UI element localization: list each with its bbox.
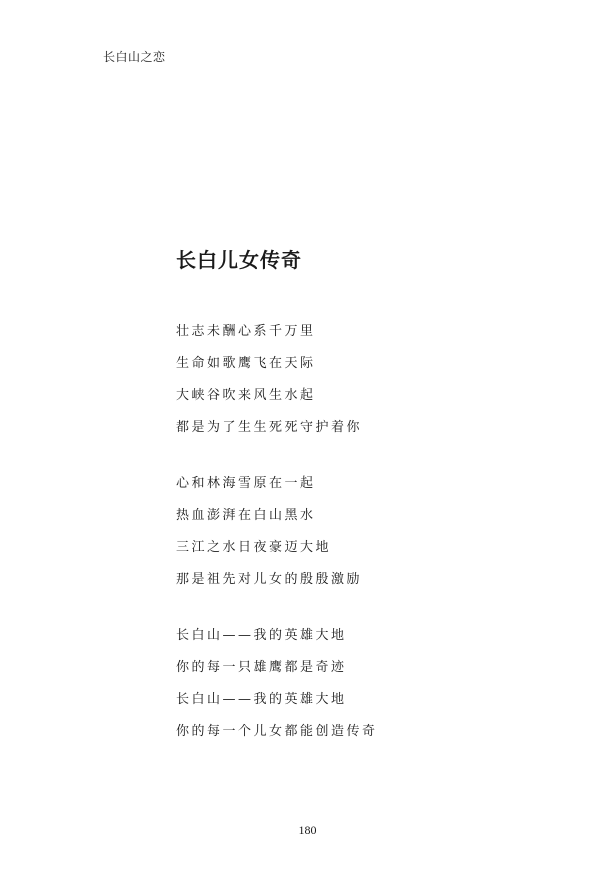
- poem-title: 长白儿女传奇: [176, 248, 302, 272]
- poem-line: 热血澎湃在白山黑水: [176, 508, 316, 523]
- poem-line: 长白山——我的英雄大地: [176, 692, 347, 707]
- stanza-3: [176, 624, 576, 744]
- poem-line: 生命如歌鹰飞在天际: [176, 356, 316, 371]
- poem-body: [176, 320, 576, 776]
- poem-line: 你的每一个儿女都能创造传奇: [176, 724, 378, 739]
- poem-line: 大峡谷吹来风生水起: [176, 388, 316, 403]
- poem-line: 长白山——我的英雄大地: [176, 628, 347, 643]
- poem-line: 三江之水日夜豪迈大地: [176, 540, 332, 555]
- poem-line: 都是为了生生死死守护着你: [176, 420, 363, 435]
- stanza-1: [176, 320, 576, 440]
- running-header: 长白山之恋: [103, 50, 166, 64]
- poem-line: 你的每一只雄鹰都是奇迹: [176, 660, 347, 675]
- poem-line: 壮志未酬心系千万里: [176, 324, 316, 339]
- poem-line: 心和林海雪原在一起: [176, 476, 316, 491]
- page-number: 180: [298, 823, 317, 837]
- stanza-2: [176, 472, 576, 592]
- poem-line: 那是祖先对儿女的殷殷激励: [176, 572, 363, 587]
